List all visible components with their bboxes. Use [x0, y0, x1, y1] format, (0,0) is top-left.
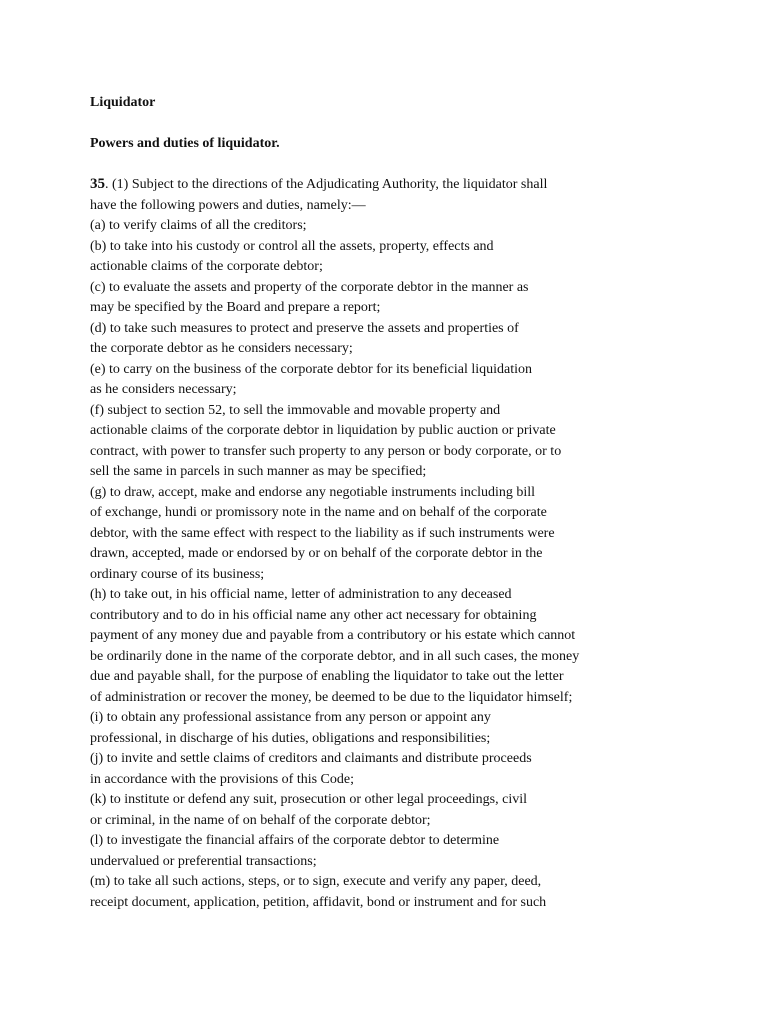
- text-line: actionable claims of the corporate debtor;: [90, 259, 323, 274]
- text-line: may be specified by the Board and prepare a report;: [90, 300, 381, 315]
- text-line: ordinary course of its business;: [90, 566, 265, 582]
- text-line: of administration or recover the money, be deemed to be due to the liquidator himself;: [90, 689, 573, 705]
- text-line: or criminal, in the name of on behalf of the corporate debtor;: [90, 812, 431, 828]
- text-line: be ordinarily done in the name of the corporate debtor, and in all such cases, the money: [90, 648, 580, 664]
- text-line: of exchange, hundi or promissory note in the name and on behalf of the corporate: [90, 505, 547, 520]
- text-line: (k) to institute or defend any suit, prosecution or other legal proceedings, civil: [90, 792, 527, 807]
- text-line: sell the same in parcels in such manner as may be specified;: [90, 464, 427, 479]
- section-number: 35: [90, 176, 105, 192]
- text-line: contract, with power to transfer such property to any person or body corporate, or to: [90, 443, 562, 459]
- text-line: (l) to investigate the financial affairs of the corporate debtor to determine: [90, 833, 500, 848]
- text-line: as he considers necessary;: [90, 382, 237, 397]
- text-line: due and payable shall, for the purpose of enabling the liquidator to take out the letter: [90, 669, 564, 684]
- text-line: in accordance with the provisions of this Code;: [90, 771, 354, 787]
- text-line: (i) to obtain any professional assistance from any person or appoint any: [90, 710, 491, 725]
- text-line: (m) to take all such actions, steps, or to sign, execute and verify any paper, deed,: [90, 874, 542, 889]
- text-line: have the following powers and duties, namely:—: [90, 197, 366, 213]
- section-lines: [90, 196, 730, 914]
- text-line: (a) to verify claims of all the creditors;: [90, 218, 307, 233]
- text-line: contributory and to do in his official name any other act necessary for obtaining: [90, 607, 537, 623]
- text-line: (b) to take into his custody or control all the assets, property, effects and: [90, 238, 494, 254]
- text-line: (d) to take such measures to protect and preserve the assets and properties of: [90, 320, 519, 336]
- text-line: (j) to invite and settle claims of creditors and claimants and distribute proceeds: [90, 751, 532, 766]
- section-first-line: [90, 174, 730, 196]
- text-line: (h) to take out, in his official name, letter of administration to any deceased: [90, 587, 512, 602]
- text-line: the corporate debtor as he considers necessary;: [90, 341, 353, 356]
- text-line: undervalued or preferential transactions;: [90, 853, 317, 869]
- document-page: [90, 93, 730, 913]
- text-line: professional, in discharge of his duties, obligations and responsibilities;: [90, 730, 491, 746]
- text-line: drawn, accepted, made or endorsed by or on behalf of the corporate debtor in the: [90, 546, 543, 561]
- text-line: (g) to draw, accept, make and endorse any negotiable instruments including bill: [90, 484, 536, 500]
- section-body: [90, 174, 730, 913]
- text-line: (e) to carry on the business of the corporate debtor for its beneficial liquidation: [90, 361, 533, 377]
- text-line: (f) subject to section 52, to sell the immovable and movable property and: [90, 402, 501, 418]
- text-line: receipt document, application, petition, affidavit, bond or instrument and for such: [90, 894, 547, 910]
- section-first-line-text: . (1) Subject to the directions of the Adjudicating Authority, the liquidator shall: [105, 177, 548, 192]
- text-line: actionable claims of the corporate debtor in liquidation by public auction or private: [90, 423, 556, 438]
- text-line: (c) to evaluate the assets and property of the corporate debtor in the manner as: [90, 279, 529, 295]
- document-title: Liquidator: [90, 95, 156, 110]
- section-heading: Powers and duties of liquidator.: [90, 136, 280, 151]
- text-line: payment of any money due and payable from a contributory or his estate which cannot: [90, 628, 576, 643]
- text-line: debtor, with the same effect with respect to the liability as if such instruments were: [90, 525, 555, 541]
